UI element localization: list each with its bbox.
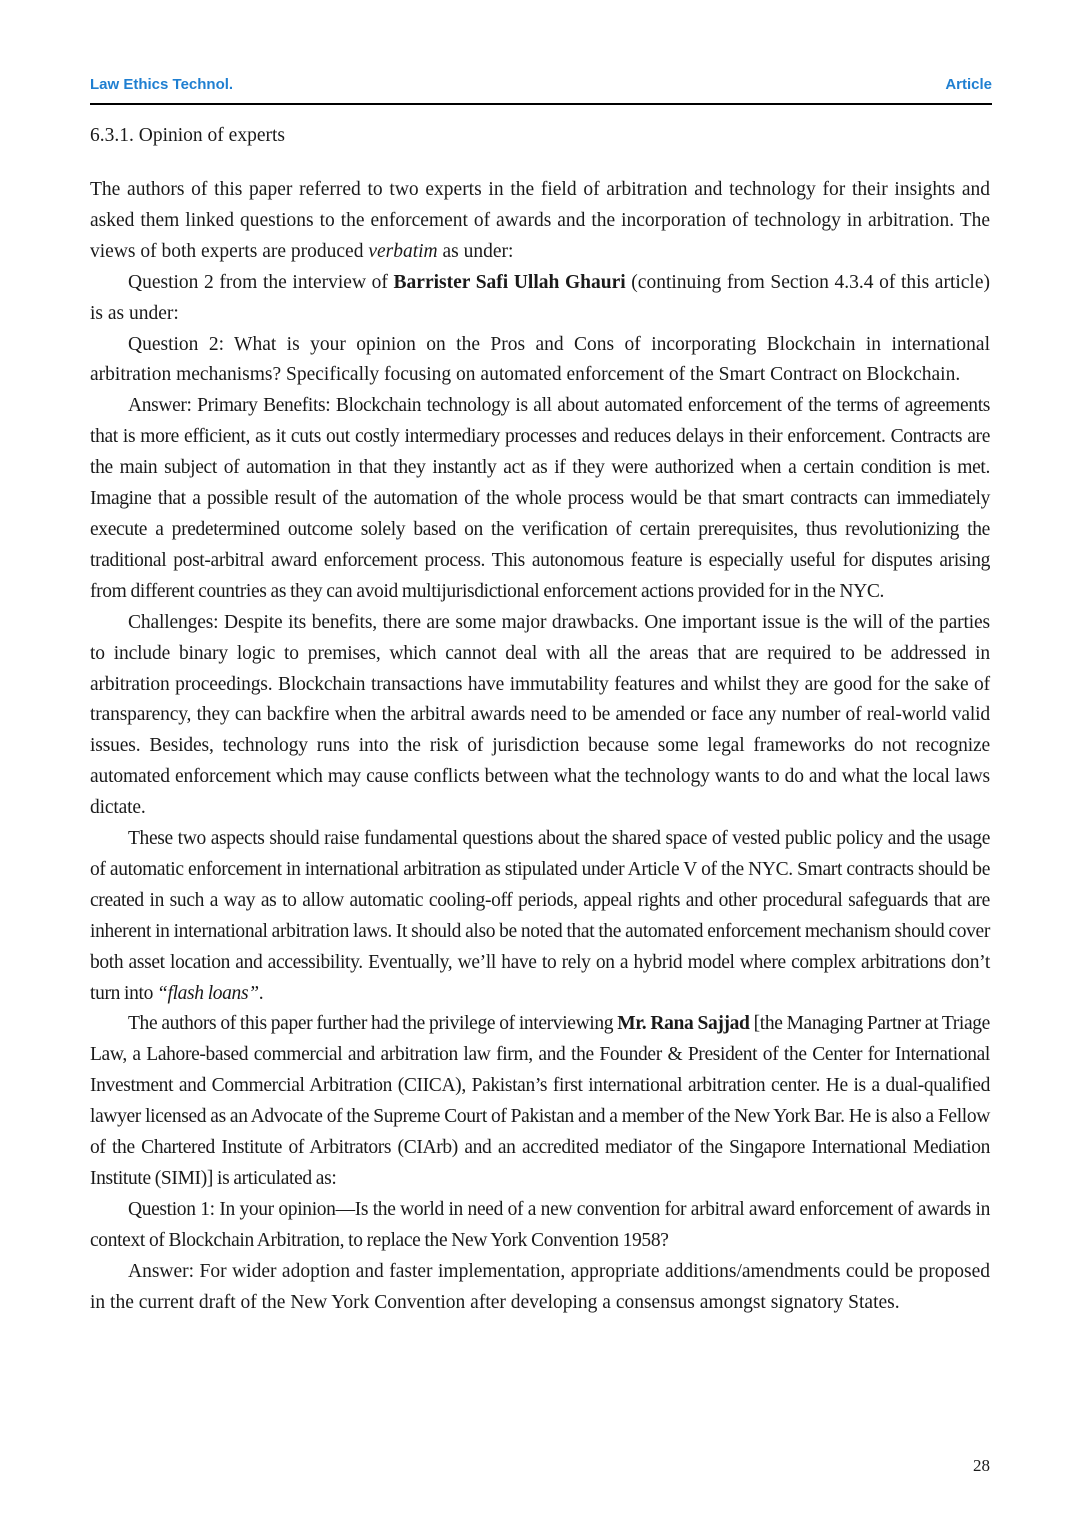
paragraph-question-2: Question 2: What is your opinion on the Pros and Cons of incorporating Blockchain in international arbitration mechanisms? Specifically focusing on automated enforcement of the Smart Contract on Blockchain. (90, 333, 990, 386)
paragraph-public-policy: These two aspects should raise fundamental questions about the shared space of vested public policy and the usage of automatic enforcement in international arbitration as stipulated under Article V of the NYC. Smart contracts should be created in such a way as to allow automatic cooling-off periods, appeal rights and other procedural safeguards that are inherent in international arbitration laws. It should also be noted that the automated enforcement mechanism should cover both asset location and accessibility. Eventually, we’ll have to rely on a hybrid model where complex arbitrations don’t turn into “flash loans”. (90, 828, 990, 1004)
emphasis-verbatim: verbatim (368, 240, 438, 262)
paragraph-intro: The authors of this paper referred to two experts in the field of arbitration and technology for their insights and asked them linked questions to the enforcement of awards and the incorporation of technology in arbitration. The views of both experts are produced verbatim as under: (90, 179, 990, 262)
header-divider (90, 103, 992, 105)
page-number: 28 (973, 1456, 990, 1475)
expert-name-sajjad: Mr. Rana Sajjad (617, 1013, 750, 1035)
article-type-label: Article (945, 76, 992, 93)
journal-name: Law Ethics Technol. (90, 76, 234, 93)
article-body (90, 175, 990, 1319)
paragraph-answer-benefits: Answer: Primary Benefits: Blockchain technology is all about automated enforcement of the terms of agreements that is more efficient, as it cuts out costly intermediary processes and reduces delays in their enforcement. Contracts are the main subject of automation in that they instantly act as if they were authorized when a certain condition is met. Imagine that a possible result of the automation of the whole process would be that smart contracts can immediately execute a predetermined outcome solely based on the verification of certain prerequisites, thus revolutionizing the traditional post-arbitral award enforcement process. This autonomous feature is especially useful for disputes arising from different countries as they can avoid multijurisdictional enforcement actions provided for in the NYC. (90, 395, 990, 602)
expert-name-ghauri: Barrister Safi Ullah Ghauri (393, 271, 626, 293)
section-heading: 6.3.1. Opinion of experts (90, 125, 285, 146)
paragraph-question-1: Question 1: In your opinion—Is the world in need of a new convention for arbitral award enforcement of awards in context of Blockchain Arbitration, to replace the New York Convention 1958? (90, 1198, 990, 1251)
paragraph-answer-convention: Answer: For wider adoption and faster implementation, appropriate additions/amendments could be proposed in the current draft of the New York Convention after developing a consensus amongst signatory States. (90, 1260, 990, 1313)
running-header (90, 76, 992, 96)
paragraph-challenges: Challenges: Despite its benefits, there are some major drawbacks. One important issue is the will of the parties to include binary logic to premises, which cannot deal with all the areas that are required to be addressed in arbitration proceedings. Blockchain transactions have immutability features and whilst they are good for the sake of transparency, they can backfire when the arbitral awards need to be amended or face any number of real-world valid issues. Besides, technology runs into the risk of jurisdiction because some legal frameworks do not recognize automated enforcement which may cause conflicts between what the technology wants to do and what the local laws dictate. (90, 611, 990, 819)
emphasis-flash-loans: “flash loans” (157, 982, 259, 1004)
paragraph-question-intro: Question 2 from the interview of Barrister Safi Ullah Ghauri (continuing from Section 4.3.4 of this article) is as under: (90, 271, 990, 324)
paragraph-second-expert: The authors of this paper further had the privilege of interviewing Mr. Rana Sajjad [the Managing Partner at Triage Law, a Lahore-based commercial and arbitration law firm, and the Founder & President of the Center for International Investment and Commercial Arbitration (CIICA), Pakistan’s first international arbitration center. He is a dual-qualified lawyer licensed as an Advocate of the Supreme Court of Pakistan and a member of the New York Bar. He is also a Fellow of the Chartered Institute of Arbitrators (CIArb) and an accredited mediator of the Singapore International Mediation Institute (SIMI)] is articulated as: (90, 1013, 990, 1189)
